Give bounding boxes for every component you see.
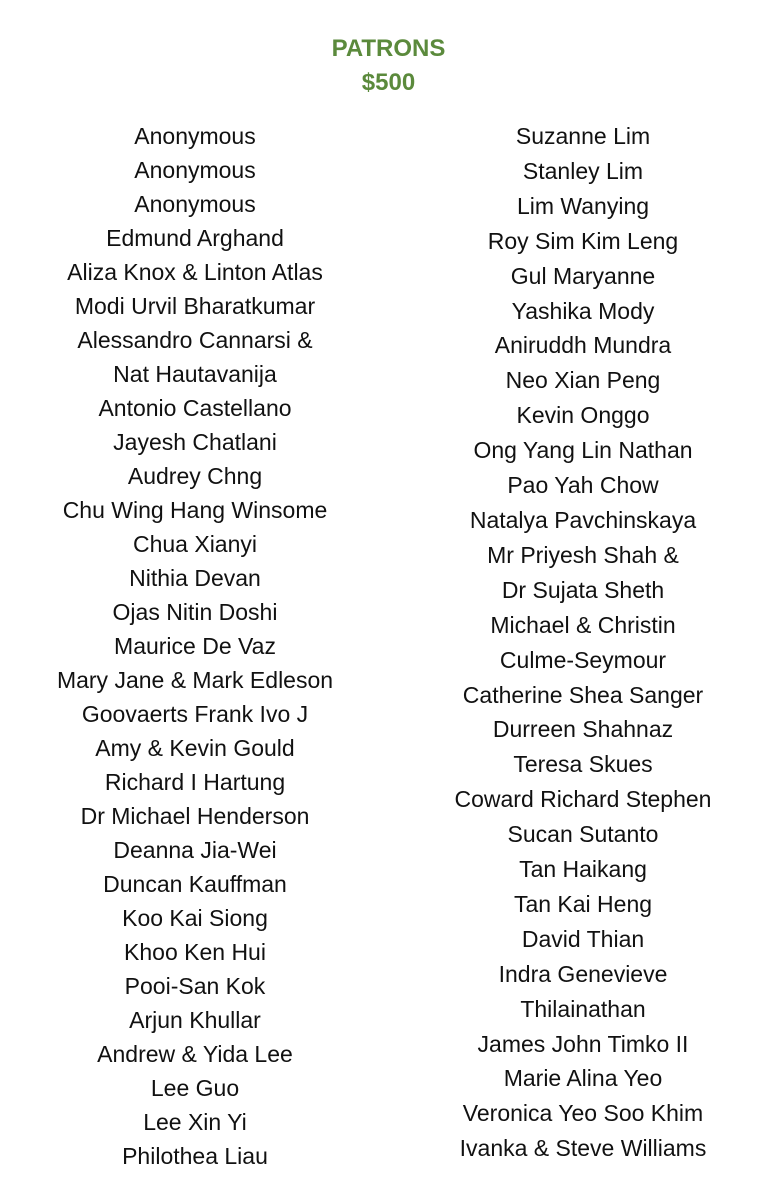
donor-name: Audrey Chng: [127, 463, 263, 489]
donor-name: Anonymous: [134, 123, 256, 149]
donor-name: Arjun Khullar: [129, 1007, 261, 1033]
donor-name: Chu Wing Hang Winsome: [62, 497, 328, 523]
donor-name: Goovaerts Frank Ivo J: [81, 701, 309, 727]
donor-name: Chua Xianyi: [132, 531, 258, 557]
donor-name: Koo Kai Siong: [122, 905, 268, 931]
donor-name: Dr Sujata Sheth: [501, 576, 665, 603]
donor-name: Yashika Mody: [511, 297, 655, 324]
donor-name: Philothea Liau: [122, 1143, 268, 1169]
donor-name: Anonymous: [134, 191, 256, 217]
donor-name: Pooi-San Kok: [124, 973, 266, 999]
donor-name: Amy & Kevin Gould: [95, 735, 295, 761]
donor-name: Ong Yang Lin Nathan: [473, 437, 693, 464]
donor-name: Modi Urvil Bharatkumar: [74, 293, 316, 319]
donor-name: Tan Haikang: [519, 856, 647, 883]
donor-name: Jayesh Chatlani: [113, 429, 277, 455]
donor-name: Natalya Pavchinskaya: [469, 506, 697, 533]
section-title: PATRONS: [331, 35, 446, 62]
donor-name: Thilainathan: [520, 995, 646, 1022]
donor-name: Antonio Castellano: [98, 395, 292, 421]
donor-name: Ivanka & Steve Williams: [459, 1135, 707, 1162]
donor-name: Lee Xin Yi: [143, 1109, 247, 1135]
donor-name: Stanley Lim: [522, 157, 644, 184]
donor-name: Tan Kai Heng: [513, 890, 653, 917]
donor-name: Kevin Onggo: [516, 402, 650, 429]
donor-name: Aliza Knox & Linton Atlas: [67, 259, 323, 285]
donor-name: Indra Genevieve: [498, 960, 668, 987]
donor-name: Nat Hautavanija: [113, 361, 277, 387]
donor-list-right-column: [408, 119, 758, 1166]
donor-name: Pao Yah Chow: [507, 472, 659, 499]
donor-name: Anonymous: [134, 157, 256, 183]
donor-name: Sucan Sutanto: [507, 821, 659, 848]
donor-name: Khoo Ken Hui: [124, 939, 266, 965]
donor-name: Mr Priyesh Shah &: [487, 541, 679, 568]
donor-name: Mary Jane & Mark Edleson: [56, 667, 334, 693]
donor-name: Duncan Kauffman: [103, 871, 287, 897]
donor-name: Maurice De Vaz: [114, 633, 276, 659]
donor-name: Catherine Shea Sanger: [462, 681, 704, 708]
donor-name: Lim Wanying: [516, 192, 650, 219]
donor-list-left-column: [20, 119, 370, 1173]
donor-name: Michael & Christin: [490, 611, 676, 638]
donor-name: Lee Guo: [150, 1075, 240, 1101]
donor-name: Durreen Shahnaz: [492, 716, 674, 743]
donor-name: Dr Michael Henderson: [80, 803, 310, 829]
donor-name: Aniruddh Mundra: [494, 332, 672, 359]
section-header: [0, 32, 777, 100]
donor-name: Alessandro Cannarsi &: [77, 327, 313, 353]
donor-name: Marie Alina Yeo: [503, 1065, 663, 1092]
donor-name: Roy Sim Kim Leng: [487, 227, 679, 254]
donor-name: David Thian: [521, 925, 645, 952]
donor-name: Teresa Skues: [513, 751, 653, 778]
donor-name: Nithia Devan: [129, 565, 261, 591]
donor-name: Neo Xian Peng: [505, 367, 661, 394]
donor-name: Gul Maryanne: [510, 262, 656, 289]
donor-name: Richard I Hartung: [104, 769, 286, 795]
donor-name: Edmund Arghand: [106, 225, 284, 251]
donor-name: Veronica Yeo Soo Khim: [462, 1100, 704, 1127]
donor-name: Ojas Nitin Doshi: [112, 599, 278, 625]
donor-name: Andrew & Yida Lee: [97, 1041, 293, 1067]
donor-name: Suzanne Lim: [515, 123, 651, 149]
donor-name: Coward Richard Stephen: [454, 786, 712, 813]
donor-name: Culme-Seymour: [499, 646, 667, 673]
donor-name: James John Timko II: [477, 1030, 689, 1057]
donor-name: Deanna Jia-Wei: [113, 837, 277, 863]
donation-tier-amount: $500: [361, 69, 416, 96]
